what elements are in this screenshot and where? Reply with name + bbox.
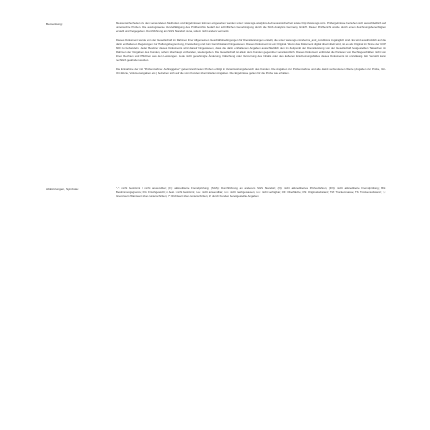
abbreviations-text: "-": nicht bestimmt / nicht anwendbar; (F): akkreditierte Fremdprüfung; (SGS): Durchführung an anderem SGS Standort; (N): nicht akkreditiertes Prüfverfahren; (FN): nicht akkreditierte Fremdprüfung; BG: Bestimmungsgrenze; FG: Frischgewicht; n.best.: nicht bestimmt; n.a.: nicht anwendbar; n.n.: nicht nachgewiesen; n.v.: nicht verfügbar; OF: Oberfläche; OS: Originalsubstanz; TM: Trockenmasse; TS: Trockensubstanz; ↑↓: Grenzwert /Warnwert über-/unterschritten; /*: Richtwert über-/unterschritten; #: durch Kunden bereitgestellte Angaben [116, 187, 386, 199]
remarks-paragraph-uncertainty: Messunsicherheiten zu den verwendeten Methoden und Ergebnissen können eingesehen werden unter: www.sgs-analytics.de/messunsicherheit sowie http://www.sgs.com. Prüfergebnisse beziehen sich ausschließlich auf untersuchte Proben. Die auszugsweise Vervielfältigung des Prüfberichts bedarf der schriftlichen Genehmigung durch die SGS Analytics Germany GmbH. Dieser Prüfbericht wurde durch einen Zeichnungsberechtigten erstellt und freigegeben. Durchführung am SGS Standort Jena, sofern nicht anders vermerkt. [116, 22, 386, 34]
remarks-content [116, 22, 386, 76]
remarks-paragraph-sampling: Die Entnahme der mit "Probennahme: Auftraggeber" gekennzeichneten Proben erfolgt in Verantwortungsbereich des Kunden. Die Angaben zur Probennahme und alle damit verbundenen Werte (Angaben zur Probe, Vor-Ort-Werte, Volumenangaben etc.) beziehen sich auf die vom Kunden übermittelten Angaben. Die Ergebnisse gelten für die Probe wie erhalten. [116, 67, 386, 75]
abbreviations-content [116, 187, 386, 199]
remarks-paragraph-terms: Dieses Dokument wurde von der Gesellschaft im Rahmen ihrer Allgemeinen Geschäftsbedingungen für Dienstleistungen erstellt, die unter www.sgs.com/terms_and_conditions zugänglich sind. Es wird ausdrücklich auf die darin enthaltenen Regelungen zur Haftungsbegrenzung, Freistellung und zum Gerichtsstand hingewiesen. Dieses Dokument ist ein Original. Wenn das Dokument digital übermittelt wird, ist es als Original im Sinne der UCP 600 zu behandeln. Jeder Besitzer dieses Dokuments wird darauf hingewiesen, dass die darin enthaltenen Angaben ausschließlich den im Zeitpunkt der Dienstleistung von der Gesellschaft festgestellten Tatsachen im Rahmen der Vorgaben des Kunden, sofern überhaupt vorhanden, wiedergeben. Die Gesellschaft ist allein dem Kunden gegenüber verantwortlich. Dieses Dokument entbindet die Parteien von Rechtsgeschäften nicht von ihren Rechten und Pflichten aus den Leistungen. Jede nicht genehmigte Änderung, Fälschung oder Verzerrung des Inhalts oder des äußeren Erscheinungsbildes dieses Dokuments ist unzulässig. Ein Verstoß kann rechtlich geahndet werden. [116, 38, 386, 63]
abbreviations-label: Abkürzungen, Symbole: [46, 187, 79, 191]
remarks-label: Bemerkung: [46, 22, 63, 26]
